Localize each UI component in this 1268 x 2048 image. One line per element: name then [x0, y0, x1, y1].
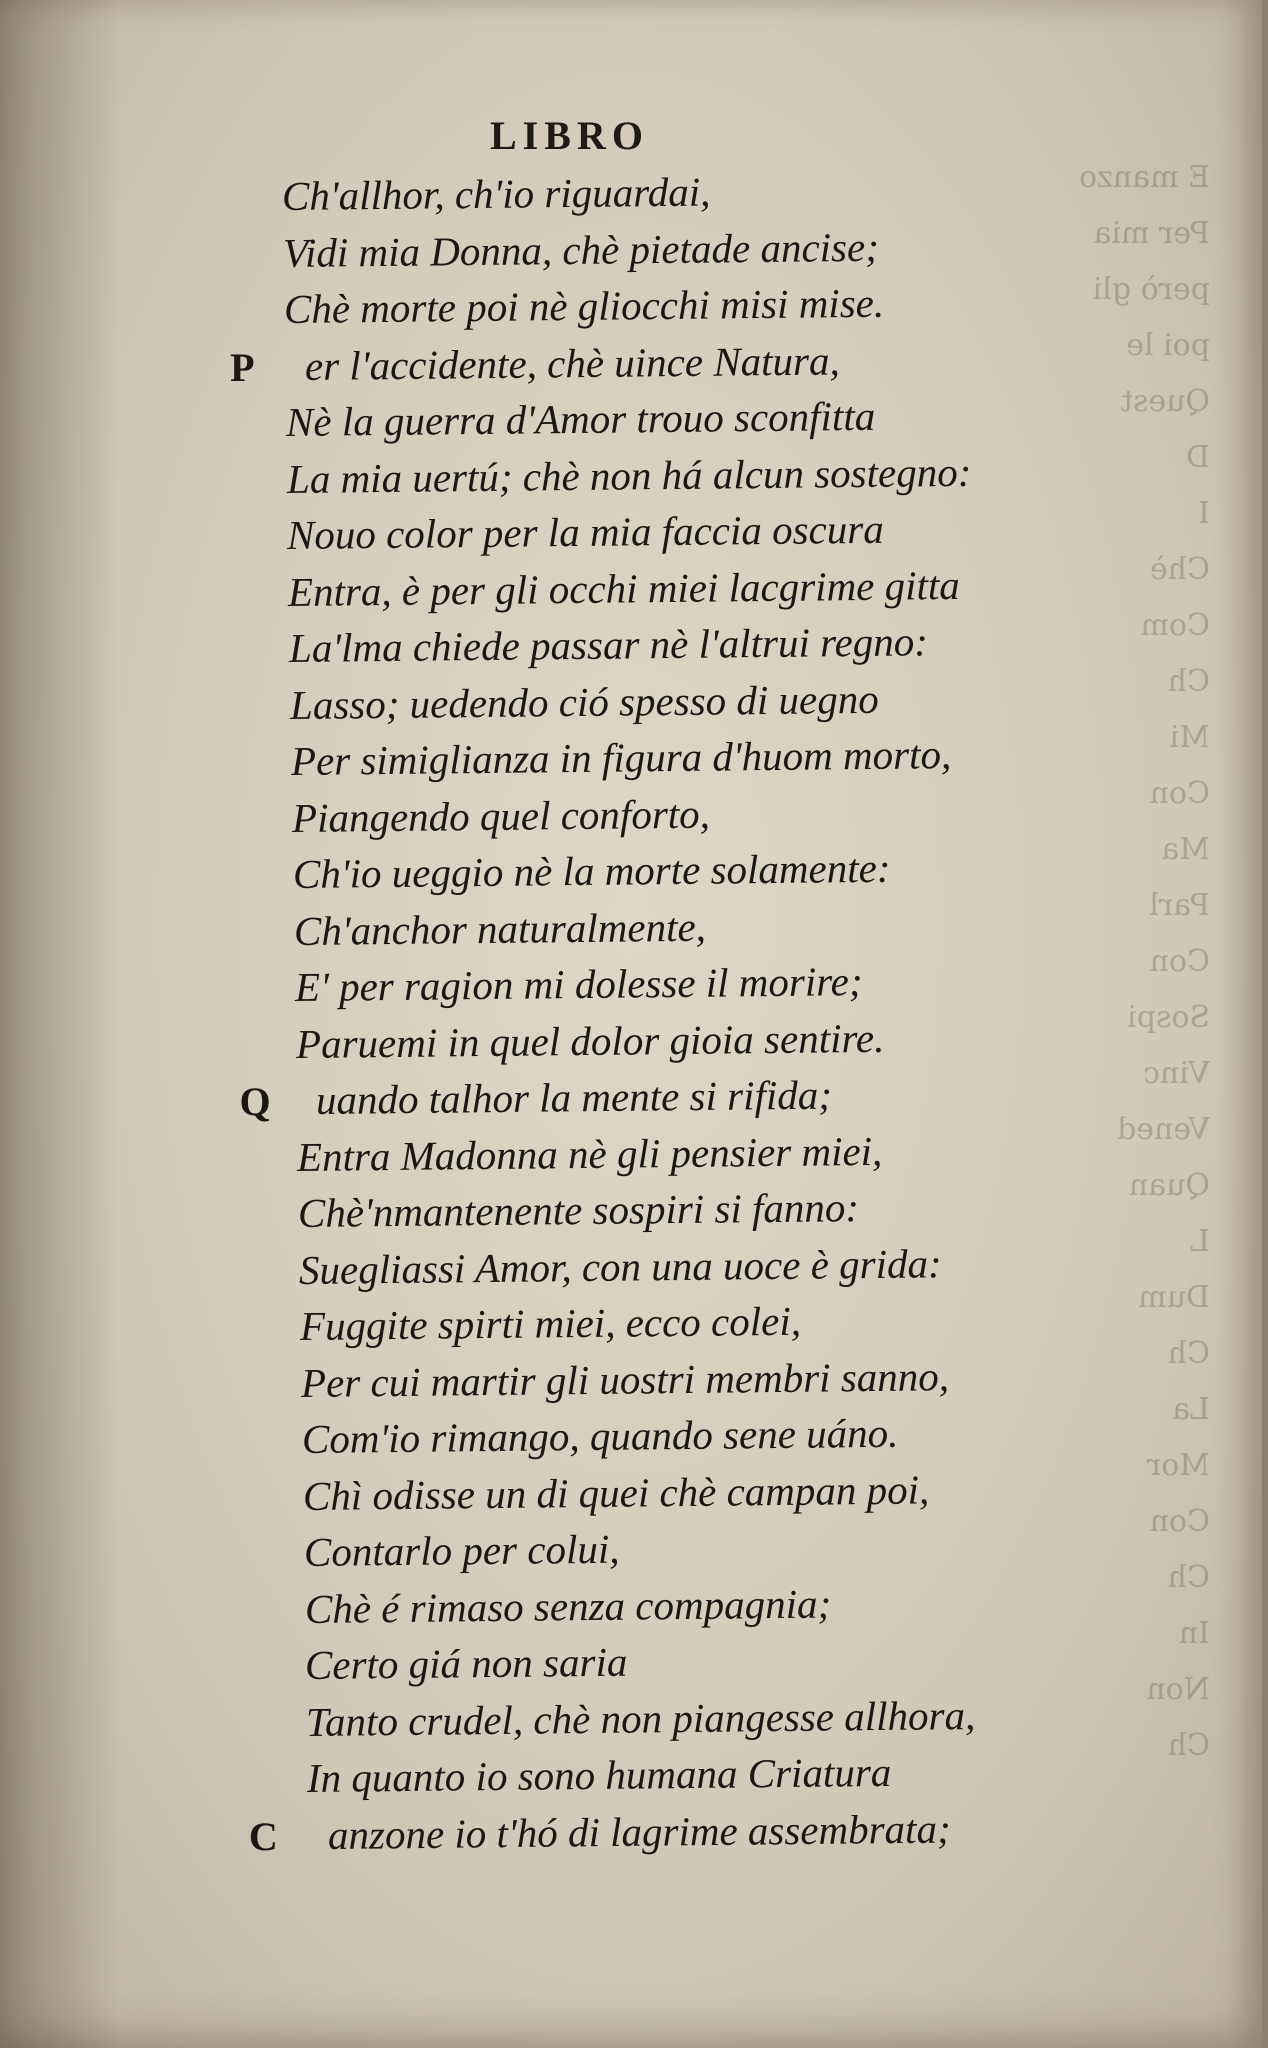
- spine-shadow: [0, 0, 120, 2048]
- poem-line: Piangendo quel conforto,: [291, 790, 711, 841]
- show-through-text: E manzo Per mia però gli poi le Quest D I Chè Com Ch Mi Con Ma Parl Con Sospi Vinc Vened Quan L Dum Ch La Mor Con Ch In Non Ch: [1079, 160, 1210, 1763]
- poem-line: Suegliassi Amor, con una uoce è grida:: [298, 1239, 942, 1293]
- stanza-initial: C: [248, 1813, 278, 1859]
- poem-line: Chè é rimaso senza compagnia;: [304, 1579, 831, 1632]
- poem-line: Chì odisse un di quei chè campan poi,: [302, 1465, 930, 1519]
- poem-line: uando talhor la mente si rifida;: [316, 1071, 833, 1123]
- poem-line: La'lma chiede passar nè l'altrui regno:: [288, 618, 929, 671]
- poem-line: Entra, è per gli occhi miei lacgrime gitta: [288, 561, 961, 615]
- poem-line: Ch'io ueggio nè la morte solamente:: [292, 844, 891, 897]
- poem-line: Contarlo per colui,: [303, 1525, 620, 1575]
- poem-line: Lasso; uedendo ció spesso di uegno: [289, 675, 880, 728]
- stanza-initial: Q: [239, 1079, 271, 1124]
- poem-line: Chè'nmantenente sospiri si fanno:: [297, 1184, 860, 1236]
- poem-line: Per simiglianza in figura d'huom morto,: [290, 731, 952, 784]
- poem-line: Certo giá non saria: [305, 1638, 628, 1688]
- poem-line: Tanto crudel, chè non piangesse allhora,: [306, 1691, 976, 1745]
- poem-line: Nè la guerra d'Amor trouo sconfitta: [285, 392, 876, 445]
- poem-line: In quanto io sono humana Criatura: [306, 1748, 892, 1801]
- poem-line: Entra Madonna nè gli pensier miei,: [297, 1127, 883, 1180]
- poem-line: Com'io rimango, quando sene uáno.: [301, 1409, 899, 1462]
- poem-line: Paruemi in quel dolor gioia sentire.: [295, 1014, 885, 1067]
- poem-line: Nouo color per la mia faccia oscura: [287, 505, 885, 558]
- poem-line: anzone io t'hó di lagrime assembrata;: [327, 1804, 951, 1858]
- poem-line: er l'accidente, chè uince Natura,: [304, 336, 840, 389]
- poem-line: Ch'anchor naturalmente,: [293, 903, 706, 954]
- poem-line: Chè morte poi nè gliocchi misi mise.: [283, 279, 885, 332]
- running-head: LIBRO: [490, 113, 649, 158]
- poem-line: La mia uertú; chè non há alcun sostegno:: [286, 448, 972, 502]
- poem-line: Fuggite spirti miei, ecco colei,: [299, 1297, 802, 1349]
- stanza-initial: P: [230, 344, 255, 390]
- poem-line: Vidi mia Donna, chè pietade ancise;: [282, 223, 879, 276]
- poem-line: Per cui martir gli uostri membri sanno,: [300, 1352, 950, 1406]
- poem-line: E' per ragion mi dolesse il morire;: [294, 958, 863, 1010]
- poem-line: Ch'allhor, ch'io riguardai,: [281, 168, 711, 219]
